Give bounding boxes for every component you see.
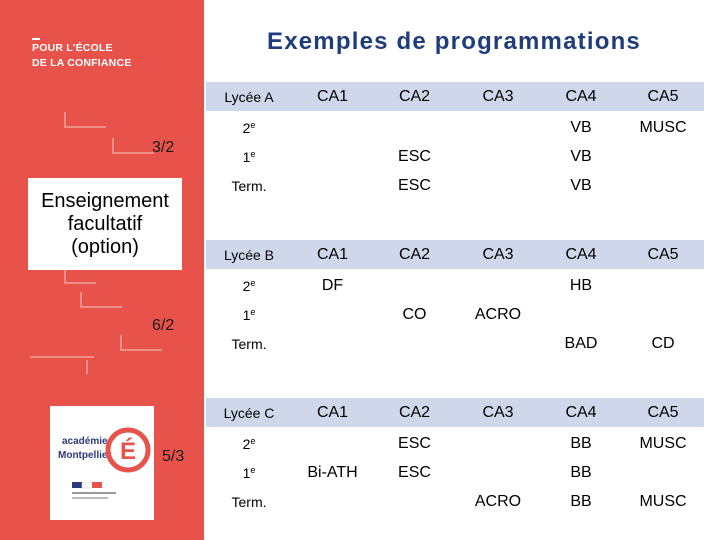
activity-cell-text: ESC [398,147,431,165]
level-label-text: 1 [242,148,251,165]
level-label-text: Term. [231,177,267,194]
column-header-ca4 [540,82,622,111]
activity-cell-text: VB [570,147,592,165]
activity-cell [373,429,456,458]
page-title: Exemples de programmations [267,28,641,55]
activity-cell [540,429,622,458]
activity-cell-text: DF [321,276,344,294]
column-header-ca3 [456,82,540,111]
column-header-ca1 [292,398,373,427]
school-header-text: Lycée B [223,246,275,263]
school-header [206,240,292,269]
activity-cell-text: CO [402,305,427,323]
column-header-ca2 [373,82,456,111]
activity-cell-text: MUSC [639,434,687,452]
activity-cell [540,329,622,358]
column-header-ca3-text: CA3 [482,245,514,263]
column-header-ca2-text: CA2 [398,403,431,421]
decorative-bracket [86,360,94,374]
column-header-ca5 [622,240,704,269]
column-header-ca4-text: CA4 [565,403,597,421]
logo-letter: É [120,438,137,465]
column-header-ca2 [373,240,456,269]
column-header-ca1-text: CA1 [316,245,349,263]
activity-cell-text: BB [570,463,592,481]
level-label: 1 $^e$ [242,148,256,165]
decorative-bracket [64,268,96,284]
activity-cell [540,142,622,171]
level-label-text: 2 [242,435,251,452]
brand-bar [32,38,40,40]
column-header-ca5-text: CA5 [647,403,679,421]
level-label [206,171,292,200]
activity-cell [540,171,622,200]
level-label-text: Term. [231,493,267,510]
level-label [206,329,292,358]
level-label: 2 $^e$ [242,435,256,452]
ratio-label-c: 5/3 [162,448,185,465]
level-label-text: 2 [242,277,251,294]
activity-cell [373,300,456,329]
activity-cell [622,487,704,516]
activity-cell-text: HB [569,276,593,294]
activity-cell [373,458,456,487]
activity-cell-text: VB [570,176,592,194]
column-header-ca2 [373,398,456,427]
activity-cell [292,458,373,487]
column-header-ca3-text: CA3 [482,87,514,105]
level-label: 2 $^e$ [242,277,256,294]
activity-cell-text: ESC [398,434,431,452]
activity-cell [622,113,704,142]
column-header-ca5 [622,82,704,111]
decorative-bracket [112,138,154,154]
activity-cell [622,429,704,458]
column-header-ca4-text: CA4 [565,245,597,263]
decorative-bracket [120,335,162,351]
academie-logo [50,406,154,520]
column-header-ca1 [292,240,373,269]
activity-cell [456,487,540,516]
activity-cell [292,271,373,300]
column-header-ca2-text: CA2 [398,245,431,263]
logo-line-2: Montpellier [58,450,112,461]
activity-cell [373,142,456,171]
column-header-ca3 [456,398,540,427]
column-header-ca1 [292,82,373,111]
activity-cell-text: VB [570,118,592,136]
activity-cell-text: ACRO [474,492,522,510]
activity-cell [540,458,622,487]
column-header-ca5 [622,398,704,427]
activity-cell [540,113,622,142]
activity-cell-text: MUSC [639,492,687,510]
activity-cell [540,487,622,516]
column-header-ca4 [540,398,622,427]
activity-cell [373,171,456,200]
column-header-ca1-text: CA1 [316,87,349,105]
decorative-line [30,356,94,358]
decorative-bracket [80,292,122,308]
activity-cell [540,271,622,300]
column-header-ca5-text: CA5 [647,245,679,263]
activity-cell-text: Bi-ATH [307,463,358,481]
academie-logo-graphic [50,406,154,520]
activity-cell-text: ESC [398,463,431,481]
school-header [206,398,292,427]
level-label-text: 1 [242,464,251,481]
activity-cell-text: BB [570,492,592,510]
level-label: 1 $^e$ [242,306,256,323]
logo-line-1: académie [62,436,108,447]
school-header-text: Lycée C [223,404,275,421]
ratio-label-b: 6/2 [152,317,175,334]
level-label: 2 $^e$ [242,119,256,136]
level-label: 1 $^e$ [242,464,256,481]
option-label: Enseignement facultatif (option) [41,189,169,258]
sidebar-panel [0,0,204,540]
option-box [28,178,182,270]
brand-line-2: DE LA CONFIANCE [32,57,132,69]
level-label-text: Term. [231,335,267,352]
activity-cell [622,329,704,358]
activity-cell-text: CD [651,334,675,352]
school-header [206,82,292,111]
activity-cell-text: BAD [564,334,598,352]
school-header-text: Lycée A [224,88,274,105]
column-header-ca2-text: CA2 [398,87,431,105]
activity-cell-text: ESC [398,176,431,194]
brand-logo [32,41,131,71]
column-header-ca4 [540,240,622,269]
level-label [206,487,292,516]
column-header-ca5-text: CA5 [647,87,679,105]
decorative-bracket [64,112,106,128]
column-header-ca1-text: CA1 [316,403,349,421]
activity-cell [456,300,540,329]
level-label-text: 2 [242,119,251,136]
column-header-ca4-text: CA4 [565,87,597,105]
column-header-ca3 [456,240,540,269]
ratio-label-a: 3/2 [152,139,175,156]
activity-cell-text: MUSC [639,118,687,136]
column-header-ca3-text: CA3 [482,403,514,421]
activity-cell-text: BB [570,434,592,452]
activity-cell-text: ACRO [474,305,522,323]
level-label-text: 1 [242,306,251,323]
brand-line-1: POUR L'ÉCOLE [32,42,113,54]
